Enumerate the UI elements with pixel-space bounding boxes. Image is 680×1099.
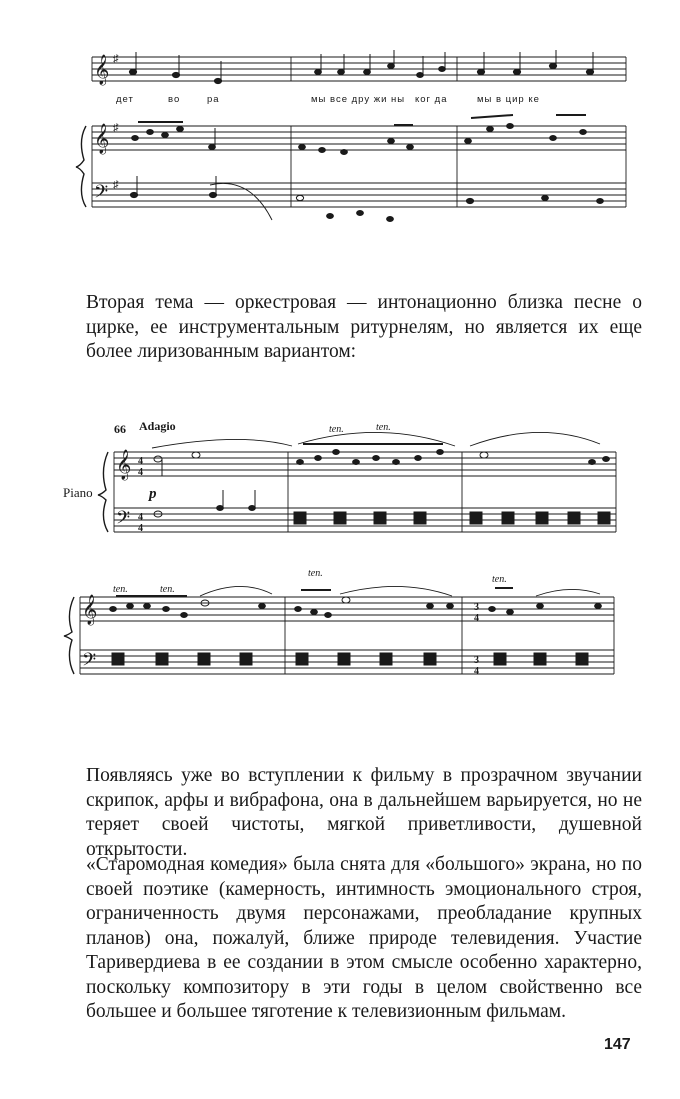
- svg-text:4: 4: [138, 467, 143, 478]
- svg-text:♯: ♯: [113, 179, 119, 191]
- paragraph-3: «Старомодная комедия» была снята для «большого» экрана, но по своей поэтике (камерность, интимность эмоционального строя, ограниченность двумя персонажами, преобладание крупных планов) она, пожалуй, ближе природе телевидения. Участие Таривердиева в ее создании в этом смысле особенно характерно, поскольку композитору в эти годы в целом свойственно все большее и большее тяготение к телевизионным фильмам.: [86, 854, 642, 1022]
- svg-text:4: 4: [138, 456, 143, 467]
- svg-text:4: 4: [474, 666, 479, 677]
- lyric-4: мы все дру жи ны: [311, 94, 406, 105]
- svg-text:3: 3: [474, 655, 479, 666]
- svg-text:♯: ♯: [113, 53, 119, 65]
- dynamic-marking: p: [149, 486, 157, 502]
- music-example-adagio: [0, 408, 680, 698]
- lyric-2: во: [168, 94, 181, 105]
- ten-mark-4: ten.: [160, 584, 175, 595]
- lyric-6: мы в цир ке: [477, 94, 540, 105]
- svg-text:𝄞: 𝄞: [94, 124, 110, 154]
- svg-text:𝄞: 𝄞: [116, 450, 132, 480]
- ten-mark-1: ten.: [329, 424, 344, 435]
- svg-text:𝄢: 𝄢: [82, 650, 97, 675]
- ten-mark-5: ten.: [308, 568, 323, 579]
- svg-text:𝄞: 𝄞: [82, 595, 98, 625]
- lyric-3: ра: [207, 94, 220, 105]
- ten-mark-6: ten.: [492, 574, 507, 585]
- instrument-label: Piano: [63, 485, 93, 500]
- paragraph-1: Вторая тема — оркестровая — интонационно близка песне о цирке, ее инструментальным ритурнелям, но является их еще более лиризованным вариантом:: [86, 292, 642, 362]
- ten-mark-2: ten.: [376, 422, 391, 433]
- music-example-song: [0, 40, 680, 240]
- svg-text:3: 3: [474, 602, 479, 613]
- svg-text:4: 4: [138, 512, 143, 523]
- svg-text:4: 4: [474, 613, 479, 624]
- svg-text:4: 4: [138, 523, 143, 534]
- svg-text:𝄞: 𝄞: [94, 55, 110, 85]
- tempo-marking: Adagio: [139, 419, 176, 433]
- page-number: 147: [604, 1036, 631, 1053]
- svg-text:♯: ♯: [113, 122, 119, 134]
- paragraph-2: Появляясь уже во вступлении к фильму в прозрачном звучании скрипок, арфы и вибрафона, она в дальнейшем варьируется, но не теряет своей чистоты, мягкой приветливости, душевной открытости.: [86, 765, 642, 860]
- lyric-1: дет: [116, 94, 134, 105]
- lyric-5: ког да: [415, 94, 448, 105]
- svg-text:𝄢: 𝄢: [116, 508, 131, 533]
- ten-mark-3: ten.: [113, 584, 128, 595]
- svg-text:𝄢: 𝄢: [94, 182, 109, 207]
- example-number: 66: [114, 422, 126, 436]
